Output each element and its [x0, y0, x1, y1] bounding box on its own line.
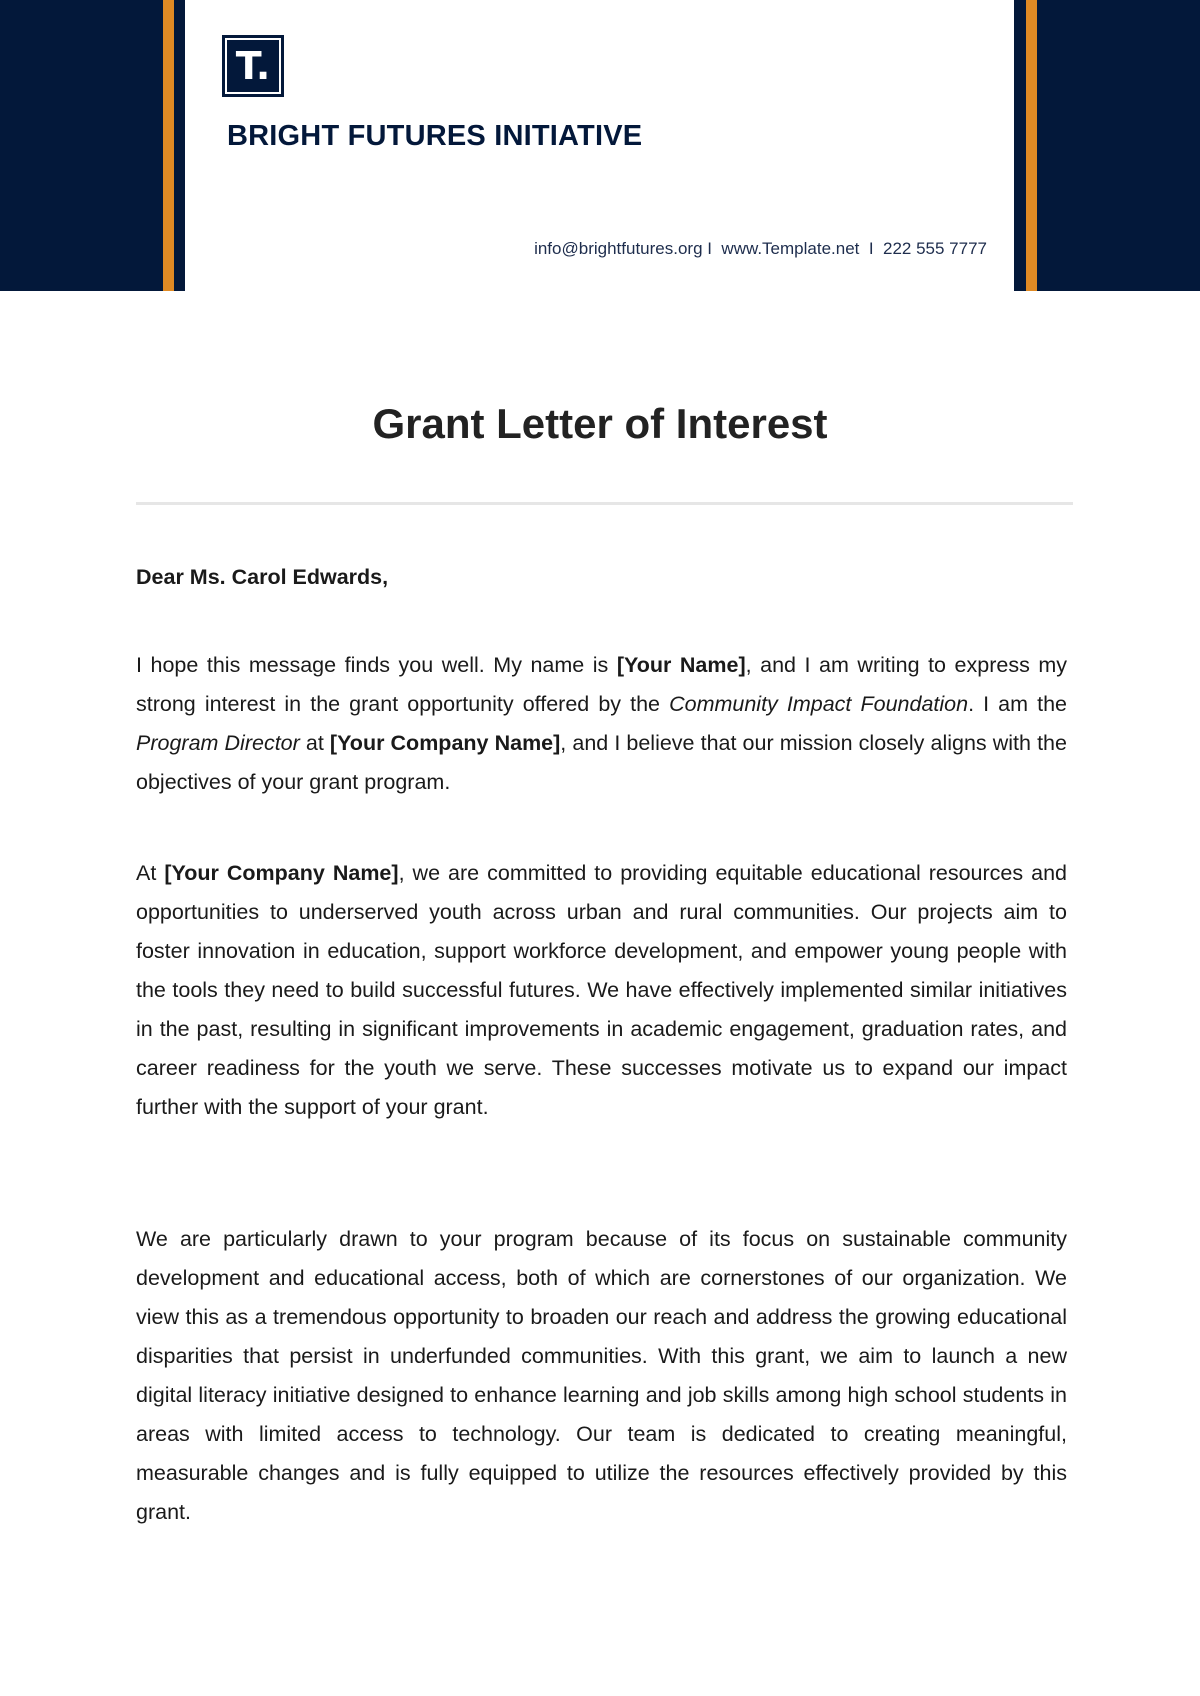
text: at [299, 731, 330, 755]
job-title: Program Director [136, 731, 300, 755]
divider [136, 502, 1073, 505]
left-orange-stripe [163, 0, 174, 291]
text: , we are committed to providing equitable educational resources and opportunities to underserved youth across urban and rural communities. Our projects aim to foster innovation in education, support workforce development, and empower young people with the tools they need to build successful futures. We have effectively implemented similar initiatives in the past, resulting in significant improvements in academic engagement, graduation rates, and career readiness for the youth we serve. These successes motivate us to expand our impact further with the support of your grant. [136, 861, 1067, 1119]
right-navy-band [1014, 0, 1200, 291]
text: . I am the [968, 692, 1068, 716]
salutation: Dear Ms. Carol Edwards, [136, 565, 389, 589]
left-navy-band [0, 0, 185, 291]
company-placeholder: [Your Company Name] [164, 861, 399, 885]
company-placeholder: [Your Company Name] [329, 731, 561, 755]
paragraph-2 [136, 854, 1067, 1127]
document-title: Grant Letter of Interest [372, 400, 828, 447]
right-orange-stripe [1026, 0, 1037, 291]
text: , and I believe that our mission closely aligns with the objectives of your grant program. [136, 731, 1067, 794]
organization-name: BRIGHT FUTURES INITIATIVE [227, 120, 643, 152]
text: At [136, 861, 165, 885]
logo-letter: T. [235, 44, 271, 88]
text: I hope this message finds you well. My name is [136, 653, 617, 677]
paragraph-3: We are particularly drawn to your program because of its focus on sustainable community development and educational access, both of which are cornerstones of our organization. We view this as a tremendous opportunity to broaden our reach and address the growing educational disparities that persist in underfunded communities. With this grant, we aim to launch a new digital literacy initiative designed to enhance learning and job skills among high school students in areas with limited access to technology. Our team is dedicated to creating meaningful, measurable changes and is fully equipped to utilize the resources effectively provided by this grant. [136, 1227, 1067, 1524]
foundation-name: Community Impact Foundation [669, 692, 969, 716]
contact-info: info@brightfutures.org I www.Template.net I 222 555 7777 [534, 239, 987, 258]
name-placeholder: [Your Name] [616, 653, 746, 677]
paragraph-1 [136, 646, 1067, 802]
company-logo [222, 35, 284, 97]
text: , and I am writing to express my strong interest in the grant opportunity offered by the [136, 653, 1068, 716]
